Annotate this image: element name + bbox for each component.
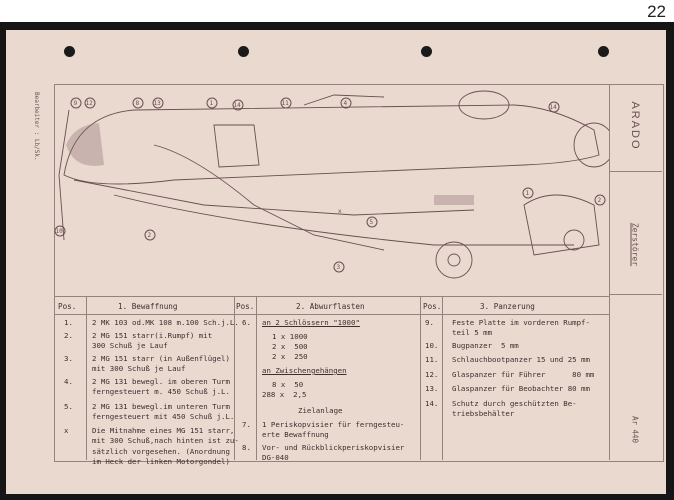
column-rule	[420, 296, 421, 460]
weapon-pos: 1.	[64, 318, 73, 327]
callout-label: 12	[85, 100, 93, 107]
drop-row: 1 x 1000	[272, 332, 308, 341]
punch-hole	[238, 46, 249, 57]
armor-text: Schlauchbootpanzer 15 und 25 mm	[452, 355, 590, 364]
callout-label: 1	[209, 100, 214, 107]
pos-header: Pos.	[58, 302, 77, 311]
sight-text: 1 Periskopvisier für ferngesteu- erte Bewaffnung	[262, 420, 405, 440]
callout-label: 9	[73, 100, 78, 107]
armor-text: Glaspanzer für Führer 80 mm	[452, 370, 595, 379]
table-header-rule	[54, 314, 609, 315]
callout-label: 14	[549, 104, 557, 111]
drop-loads-header: 2. Abwurflasten	[296, 302, 365, 311]
weapon-pos: 3.	[64, 354, 73, 363]
column-rule	[86, 296, 87, 460]
callout-label: 1	[525, 190, 530, 197]
weapon-text: 2 MG 151 starr (in Außenflügel) mit 300 Schuß je Lauf	[92, 354, 230, 374]
armor-text: Feste Platte im vorderen Rumpf- teil 5 mm	[452, 318, 590, 338]
aircraft-drawing	[54, 85, 609, 295]
weapons-header: 1. Bewaffnung	[118, 302, 178, 311]
sight-text: Vor- und Rückblickperiskopvisier DG-040	[262, 443, 405, 463]
table-top-rule	[54, 296, 609, 297]
callout-label: 13	[153, 100, 161, 107]
armor-pos: 9.	[425, 318, 434, 327]
callout-label: 4	[343, 100, 348, 107]
bearbeiter-note: Bearbeiter : Lb/Sk.	[33, 92, 40, 161]
armor-pos: 10.	[425, 341, 439, 350]
drop-row: 8 x 50	[272, 380, 304, 389]
armor-header: 3. Panzerung	[480, 302, 535, 311]
callout-label: 11	[281, 100, 289, 107]
weapon-pos: x	[64, 426, 69, 435]
drawing-number: Ar 440	[630, 415, 640, 444]
drop-row: 288 x 2,5	[262, 390, 307, 399]
weapon-pos: 4.	[64, 377, 73, 386]
armor-text: Glaspanzer für Beobachter 80 mm	[452, 384, 590, 393]
weapon-pos: 2.	[64, 331, 73, 340]
armor-pos: 11.	[425, 355, 439, 364]
punch-hole	[64, 46, 75, 57]
callout-label: 2	[147, 232, 152, 239]
weapon-text: 2 MG 131 bewegl. im oberen Turm ferngesteuert m. 450 Schuß j.L.	[92, 377, 230, 397]
column-rule	[442, 296, 443, 460]
armor-text: Bugpanzer 5 mm	[452, 341, 519, 350]
pos-header: Pos.	[236, 302, 255, 311]
callout-label: 3	[336, 264, 341, 271]
callout-label: 14	[233, 102, 241, 109]
callout-label: 2	[597, 197, 602, 204]
column-rule	[256, 296, 257, 460]
pos-header: Pos.	[423, 302, 442, 311]
armor-pos: 14.	[425, 399, 439, 408]
armor-pos: 13.	[425, 384, 439, 393]
punch-hole	[421, 46, 432, 57]
sight-title: Zielanlage	[298, 406, 343, 415]
armor-pos: 12.	[425, 370, 439, 379]
aircraft-type-label: Zerstörer	[630, 222, 640, 267]
weapon-pos: 5.	[64, 402, 73, 411]
manufacturer-label: ARADO	[629, 101, 641, 151]
drop-heading: an Zwischengehängen	[262, 366, 347, 375]
callout-label: 10	[55, 228, 63, 235]
page-number: 22	[647, 2, 666, 21]
callout-label: 8	[135, 100, 140, 107]
drop-heading: an 2 Schlössern "1000"	[262, 318, 360, 327]
sight-pos: 7.	[242, 420, 251, 429]
sight-pos: 8.	[242, 443, 251, 452]
title-block-divider	[609, 84, 610, 460]
title-block-rule	[609, 171, 662, 172]
weapon-text: Die Mitnahme eines MG 151 starr, mit 300 Schuß,nach hinten ist zu- sätzlich vorgesehen. (Anordnung im Heck der linken Motorgondel)	[92, 426, 239, 466]
weapon-text: 2 MG 151 starr(i.Rumpf) mit 300 Schuß je Lauf	[92, 331, 213, 351]
drop-pos: 6.	[242, 318, 251, 327]
weapon-text: 2 MG 131 bewegl.im unteren Turm ferngesteuert mit 450 Schuß j.L.	[92, 402, 235, 422]
armor-text: Schutz durch geschützten Be- triebsbehälter	[452, 399, 577, 419]
weapon-text: 2 MK 103 od.MK 108 m.100 Sch.j.L.	[92, 318, 239, 327]
drop-row: 2 x 250	[272, 352, 308, 361]
punch-hole	[598, 46, 609, 57]
callout-label: x	[338, 208, 342, 215]
title-block-rule	[609, 294, 662, 295]
drop-row: 2 x 500	[272, 342, 308, 351]
callout-label: 5	[369, 219, 374, 226]
